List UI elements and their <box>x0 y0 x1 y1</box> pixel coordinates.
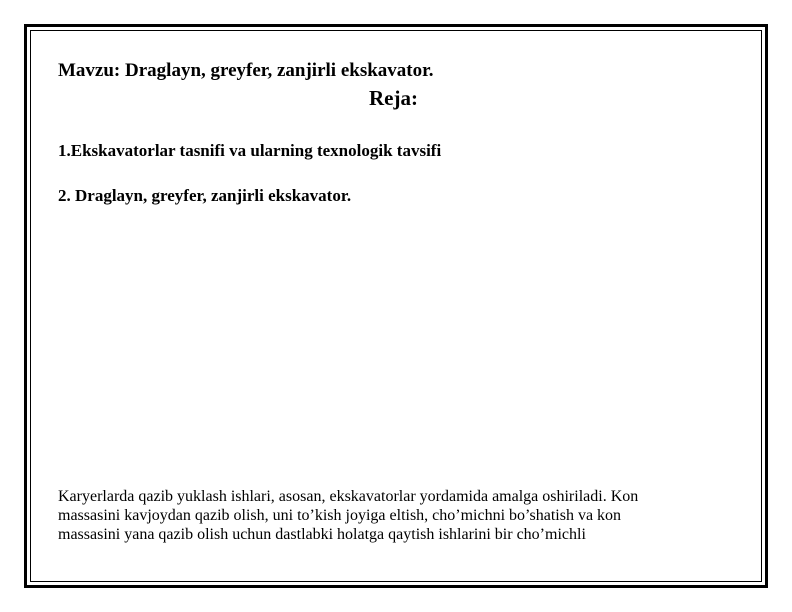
topic-title: Mavzu: Draglayn, greyfer, zanjirli ekskavator. <box>58 60 434 81</box>
body-line-2: massasini kavjoydan qazib olish, uni to’kish joyiga eltish, cho’michni bo’shatish va kon <box>58 507 622 524</box>
body-line-3: massasini yana qazib olish uchun dastlabki holatga qaytish ishlarini bir cho’michli <box>58 526 586 543</box>
plan-heading: Reja: <box>369 86 418 110</box>
plan-item-1: 1.Ekskavatorlar tasnifi va ularning texnologik tavsifi <box>58 141 442 160</box>
plan-item-2: 2. Draglayn, greyfer, zanjirli ekskavator. <box>58 186 352 205</box>
body-paragraph <box>58 487 738 544</box>
body-line-1: Karyerlarda qazib yuklash ishlari, asosan, ekskavatorlar yordamida amalga oshiriladi. Kon <box>58 488 639 505</box>
